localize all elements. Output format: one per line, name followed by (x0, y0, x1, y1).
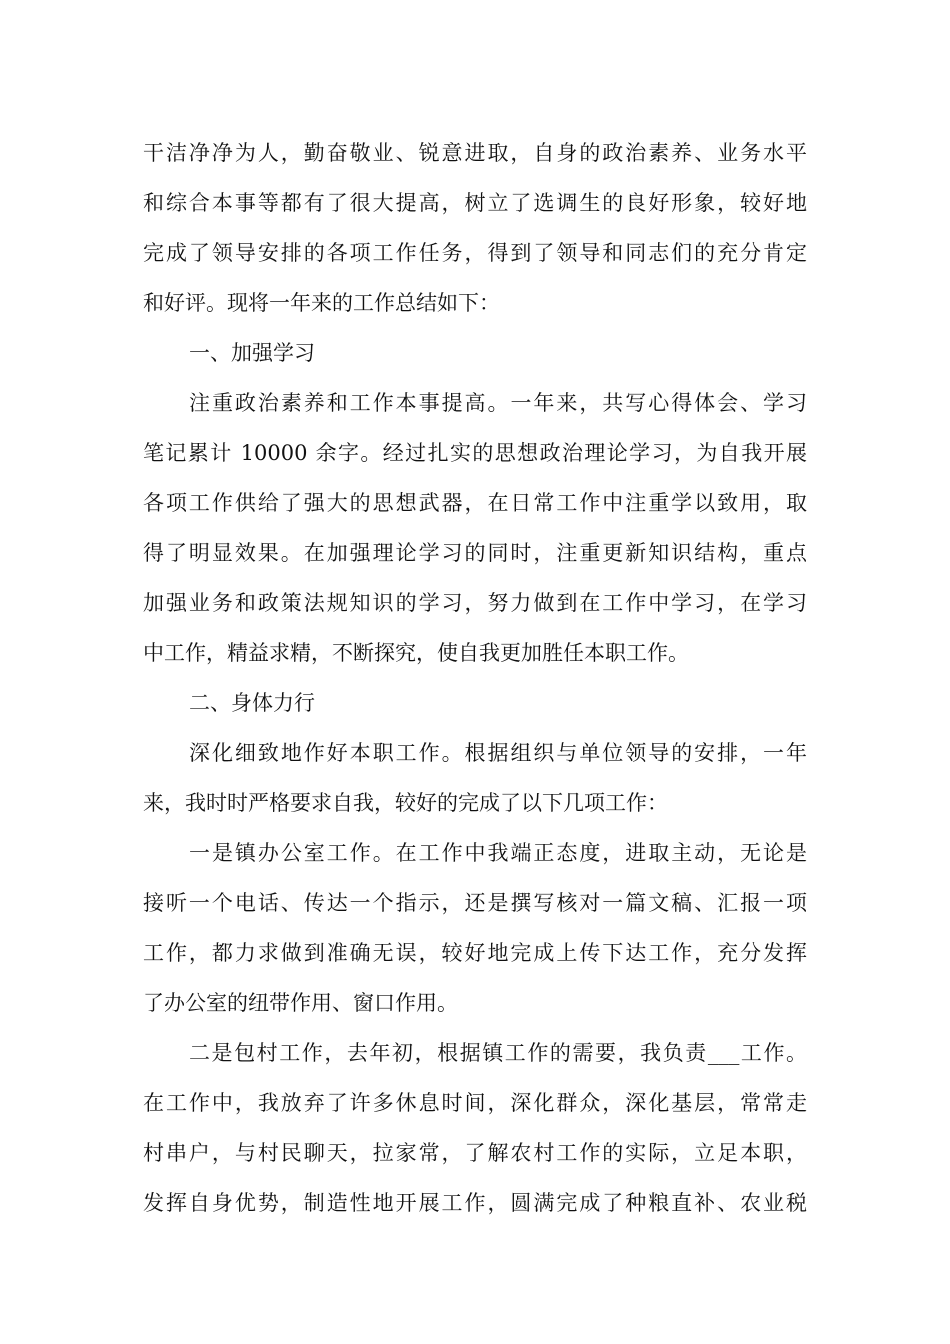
body-text-line: 二是包村工作，去年初，根据镇工作的需要，我负责___工作。 (189, 1041, 807, 1065)
body-text-line: 各项工作供给了强大的思想武器，在日常工作中注重学以致用，取 (143, 491, 807, 515)
body-text-line: 工作，都力求做到准确无误，较好地完成上传下达工作，充分发挥 (143, 941, 807, 965)
body-text-line: 笔记累计 10000 余字。经过扎实的思想政治理论学习，为自我开展 (143, 441, 807, 465)
body-text-line: 得了明显效果。在加强理论学习的同时，注重更新知识结构，重点 (143, 541, 807, 565)
body-text-line: 村串户，与村民聊天，拉家常，了解农村工作的实际，立足本职， (143, 1141, 807, 1165)
body-text-line: 在工作中，我放弃了许多休息时间，深化群众，深化基层，常常走 (143, 1091, 807, 1115)
body-text-line: 发挥自身优势，制造性地开展工作，圆满完成了种粮直补、农业税 (143, 1191, 807, 1215)
body-text-line: 和综合本事等都有了很大提高，树立了选调生的良好形象，较好地 (143, 191, 807, 215)
body-text-line: 一是镇办公室工作。在工作中我端正态度，进取主动，无论是 (189, 841, 807, 865)
body-text-line: 注重政治素养和工作本事提高。一年来，共写心得体会、学习 (189, 391, 807, 415)
body-text-line: 中工作，精益求精，不断探究，使自我更加胜任本职工作。 (143, 641, 689, 665)
section-heading: 二、身体力行 (189, 691, 315, 715)
document-body (143, 128, 807, 1228)
body-text-line: 干洁净净为人，勤奋敬业、锐意进取，自身的政治素养、业务水平 (143, 141, 807, 165)
body-text-line: 完成了领导安排的各项工作任务，得到了领导和同志们的充分肯定 (143, 241, 807, 265)
body-text-line: 和好评。现将一年来的工作总结如下： (143, 291, 500, 315)
body-text-line: 来，我时时严格要求自我，较好的完成了以下几项工作： (143, 791, 668, 815)
body-text-line: 接听一个电话、传达一个指示，还是撰写核对一篇文稿、汇报一项 (143, 891, 807, 915)
body-text-line: 了办公室的纽带作用、窗口作用。 (143, 991, 458, 1015)
section-heading: 一、加强学习 (189, 341, 315, 365)
body-text-line: 深化细致地作好本职工作。根据组织与单位领导的安排，一年 (189, 741, 807, 765)
body-text-line: 加强业务和政策法规知识的学习，努力做到在工作中学习，在学习 (143, 591, 807, 615)
